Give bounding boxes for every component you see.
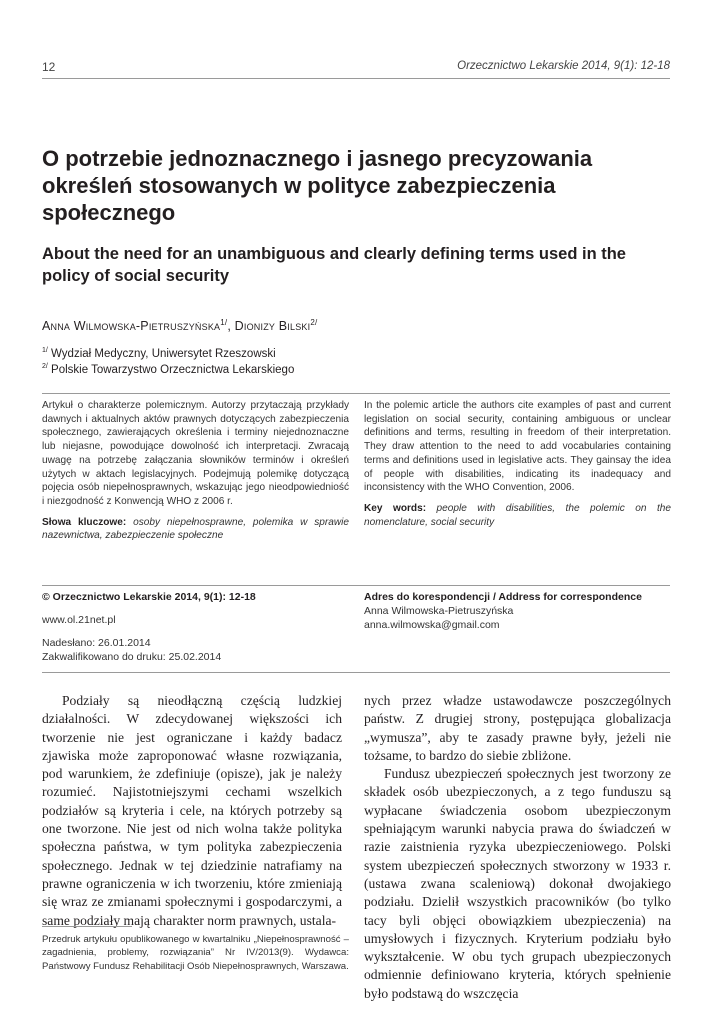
abstract-en-text: In the polemic article the authors cite examples of past and current legislation on social security, containing ambiguous or unclear definitions and terms, resulting in freedom of their interpretation. They draw attention to the need to add vocabularies containing terms and definitions used in legislative acts. They gainsay the idea of people with disabilities, indicating its inadequacy and inconsistency with the WHO Convention, 2006. [364,400,671,494]
affiliation-2-text: Polskie Towarzystwo Orzecznictwa Lekarskiego [51,363,295,376]
body-paragraph: Fundusz ubezpieczeń społecznych jest tworzony ze składek osób ubezpieczonych, a z tego funduszu są wypłacane świadczenia osobom ubezpieczonym spełniającym warunki nabycia prawa do świadczeń w razie zaistnienia ryzyka ubezpieczeniowego. Polski system ubezpieczeń społecznych stworzony w 1933 r. (ustawa zwana scaleniową) dokonał dwojakiego podziału. Dzielił wszystkich pracowników (bo tylko tacy byli objęci obowiązkiem ubezpieczenia) na umysłowych i fizycznych. Kryterium podziału było wykształcenie. W obu tych grupach ubezpieczonych odmiennie definiowano kryteria, których spełnienie było podstawą do wszczęcia [364,766,671,1001]
correspondence-title: Adres do korespondencji / Address for correspondence [364,591,642,603]
keywords-pl-text: osoby niepełnosprawne, polemika w sprawie nazewnictwa, zabezpieczenie społeczne [42,516,349,542]
article-title-en: About the need for an unambiguous and clearly defining terms used in the policy of social security [42,245,626,285]
header-rule [42,78,670,79]
keywords-en-label: Key words: [364,502,427,514]
accepted-date: Zakwalifikowano do druku: 25.02.2014 [42,651,222,663]
received-date: Nadesłano: 26.01.2014 [42,637,151,649]
abstract-en [364,399,671,529]
info-bottom-rule [42,672,670,673]
correspondence-name: Anna Wilmowska-Pietruszyńska [364,605,514,617]
author-2: Dionizy Bilski [234,319,311,334]
body-paragraph: Podziały są nieodłączną częścią ludzkiej działalności. W zdecydowanej większości ich tworzenie nie jest ograniczane i każdy badacz zjawiska może zaproponować własne rozwiązania, pod warunkiem, że zdefiniuje (opisze), jak je należy rozumieć. Najistotniejszymi cechami wszelkich podziałów są kryteria i cele, na których potrzeby są one tworzone. Nie jest od nich wolna także polityka społeczna państwa, w tym polityka zabezpieczenia społecznego. Jednak w tej dziedzinie natrafiamy na prawne ograniczenia w ich tworzeniu, które zmieniają się wraz ze zmianami społecznymi i gospodarczymi, a same podziały mają charakter norm prawnych, ustala- [42,693,342,928]
page-number: 12 [42,60,56,74]
abstract-pl-text: Artykuł o charakterze polemicznym. Autorzy przytaczają przykłady dawnych i aktualnych aktów prawnych dotyczących zabezpieczenia społecznego, zawierających określenia i terminy niejednoznaczne lub niejasne, powodujące dowolność ich interpretacji. Zwracają uwagę na potrzebę załączania słowników terminów i określeń użytych w aktach legislacyjnych. Podejmują polemikę dotyczącą pojęcia osób niepełnosprawnych, wskazując jego nieodpowiedniość i niezgodność z Konwencją WHO z 2006 r. [42,400,349,507]
affiliation-1 [42,347,276,360]
journal-website-link[interactable]: www.ol.21net.pl [42,614,116,626]
body-paragraph-continued: nych przez władze ustawodawcze poszczególnych państw. Z drugiej strony, postępująca globalizacja „wymusza”, aby te zasady prawne były, jeżeli nie tożsame, to bardzo do siebie zbliżone. [364,693,671,763]
abstract-bottom-rule [42,585,670,586]
author-1: Anna Wilmowska-Pietruszyńska [42,319,221,334]
affiliation-2-mark: 2/ [42,363,48,370]
author-separator: , [227,319,235,334]
author-1-affil-mark: 1/ [220,318,228,327]
keywords-en [364,502,671,529]
affiliation-1-mark: 1/ [42,347,48,354]
keywords-pl [42,516,349,543]
authors-line [42,318,317,333]
publication-info [42,590,349,664]
affiliation-1-text: Wydział Medyczny, Uniwersytet Rzeszowski [51,347,276,360]
affiliation-2 [42,363,294,376]
keywords-pl-label: Słowa kluczowe: [42,516,127,528]
body-column-left [42,692,342,930]
journal-header: Orzecznictwo Lekarskie 2014, 9(1): 12-18 [457,60,670,72]
abstract-top-rule [42,393,670,394]
abstract-pl [42,399,349,543]
body-column-right [364,692,671,1003]
footnote: Przedruk artykułu opublikowanego w kwartalniku „Niepełnosprawność – zagadnienia, problemy, rozwiązania” Nr IV/2013(9). Wydawca: Państwowy Fundusz Rehabilitacji Osób Niepełnosprawnych, Warszawa. [42,934,349,972]
copyright-line: © Orzecznictwo Lekarskie 2014, 9(1): 12-18 [42,591,256,603]
correspondence-info [364,590,671,632]
footnote-rule [42,926,132,927]
correspondence-email-link[interactable]: anna.wilmowska@gmail.com [364,619,500,631]
article-title-pl: O potrzebie jednoznacznego i jasnego precyzowania określeń stosowanych w polityce zabezpieczenia społecznego [42,146,593,225]
keywords-en-text: people with disabilities, the polemic on the nomenclature, social security [364,502,671,528]
author-2-affil-mark: 2/ [310,318,318,327]
